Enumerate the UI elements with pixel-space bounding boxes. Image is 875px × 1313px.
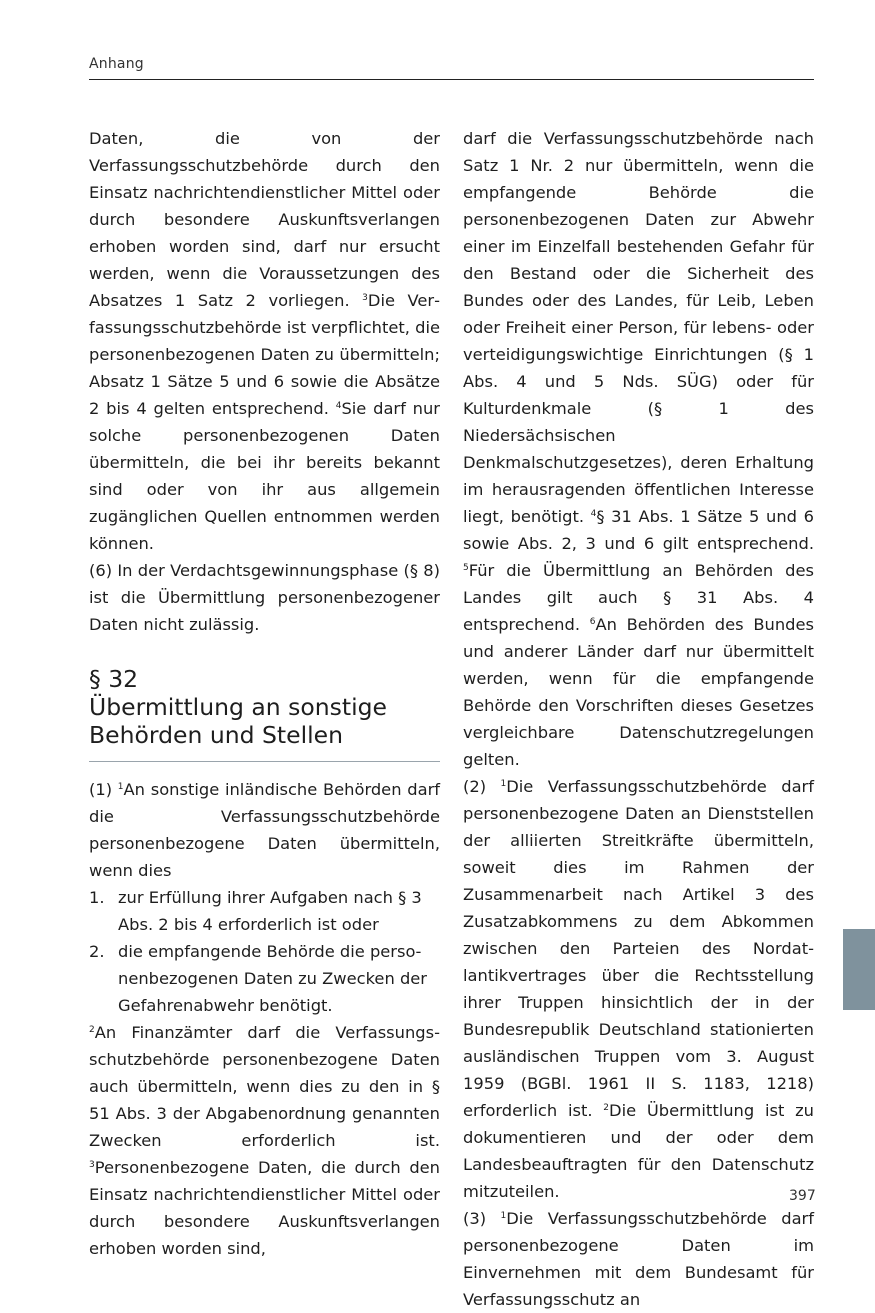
sentence-number: 3 xyxy=(362,293,368,303)
section-title-line-1: Übermittlung an sonstige xyxy=(89,693,388,721)
section-title-line-2: Behörden und Stellen xyxy=(89,721,344,749)
paragraph-1 xyxy=(89,776,440,884)
sentence-number: 1 xyxy=(500,779,507,789)
header-divider xyxy=(89,79,814,80)
paragraph-5-continuation xyxy=(89,125,440,557)
sentence-number: 4 xyxy=(590,509,597,519)
text-run: An sonstige inländische Behörden darf die Verfassungsschutzbehörde personenbezogene Daten übermitteln, wenn dies xyxy=(89,780,440,880)
paragraph-label: (1) xyxy=(89,780,113,799)
text-run: Sie darf nur solche personenbezogenen Daten übermitteln, die bei ihr bereits bekannt sind oder von ihr aus allgemein zugänglichen Quellen entnommen werden können. xyxy=(89,399,440,553)
list-item xyxy=(89,938,440,1019)
text-run: An Behörden des Bundes und anderer Länder darf nur übermittelt werden, wenn für die empfangende Behörde den Vorschriften dieses Gesetzes vergleichbare Datenschutzregelungen gelten. xyxy=(463,615,814,769)
text-run: § 31 Abs. 1 Sätze 5 und 6 sowie Abs. 2, 3 und 6 gilt entsprechend. xyxy=(463,507,814,553)
text-run: Personenbezogene Daten, die durch den Einsatz nachrichtendienstlicher Mittel oder durch besondere Auskunftsverlangen erhoben worden sind, xyxy=(89,1158,440,1258)
text-run: Die Verfassungsschutzbehörde darf personenbezogene Daten an Dienststellen der alliierten Streitkräfte übermitteln, soweit dies im Rahmen der Zusammenarbeit nach Artikel 3 des Zusatzabkommens zu dem Abkommen zwischen den Parteien des Nordatlantikvertrages über die Rechtsstellung ihrer Truppen hinsichtlich der in der Bundesrepublik Deutschland stationierten ausländischen Truppen vom 3. August 1959 (BGBl. 1961 II S. 1183, 1218) erforderlich ist. xyxy=(463,777,814,1120)
section-number: § 32 xyxy=(89,665,139,693)
section-divider xyxy=(89,761,440,762)
page-number: 397 xyxy=(789,1188,816,1204)
sentence-number: 3 xyxy=(89,1160,95,1170)
sentence-number: 2 xyxy=(603,1103,610,1113)
sentence-number: 1 xyxy=(500,1211,507,1221)
sentence-number: 4 xyxy=(335,401,342,411)
paragraph-2 xyxy=(463,773,814,1205)
paragraph-1-continuation xyxy=(463,125,814,773)
list-number: 2. xyxy=(89,942,105,961)
running-head: Anhang xyxy=(89,56,144,72)
list-text: die empfangende Behörde die personenbezogenen Daten zu Zwecken der Gefahrenabwehr benötigt. xyxy=(118,942,427,1015)
left-column xyxy=(89,125,440,1262)
sentence-number: 6 xyxy=(589,617,596,627)
text-run: Daten, die von der Verfassungsschutzbehörde durch den Einsatz nachrichtendienstlicher Mittel oder durch besondere Auskunftsverlangen erhoben worden sind, darf nur ersucht werden, wenn die Voraussetzungen des Absatzes 1 Satz 2 vorliegen. xyxy=(89,129,440,310)
list-item xyxy=(89,884,440,938)
numbered-list xyxy=(89,884,440,1019)
paragraph-label: (3) xyxy=(463,1209,487,1228)
sentence-number: 1 xyxy=(117,782,124,792)
list-number: 1. xyxy=(89,888,105,907)
sentence-number: 2 xyxy=(89,1025,95,1035)
sentence-number: 5 xyxy=(463,563,469,573)
right-column xyxy=(463,125,814,1313)
text-run: Für die Übermittlung an Behörden des Landes gilt auch § 31 Abs. 4 entsprechend. xyxy=(463,561,814,634)
text-run: Die Verfassungsschutzbehörde ist verpflichtet, die personenbezogenen Daten zu übermitteln; Absatz 1 Sätze 5 und 6 sowie die Absätze 2 bis 4 gelten entsprechend. xyxy=(89,291,441,418)
paragraph-3 xyxy=(463,1205,814,1313)
text-run: Die Verfassungsschutzbehörde darf personenbezogene Daten im Einvernehmen mit dem Bundesamt für Verfassungsschutz an xyxy=(463,1209,814,1309)
text-run: An Finanzämter darf die Verfassungsschutzbehörde personenbezogene Daten auch übermitteln, wenn dies zu den in § 51 Abs. 3 der Abgabenordnung genannten Zwecken erforderlich ist. xyxy=(89,1023,440,1150)
section-heading xyxy=(89,665,440,749)
paragraph-label: (2) xyxy=(463,777,487,796)
paragraph-6: (6) In der Verdachtsgewinnungsphase (§ 8) ist die Übermittlung personenbezogener Daten nicht zulässig. xyxy=(89,561,440,634)
chapter-thumb-tab xyxy=(843,929,875,1010)
list-text: zur Erfüllung ihrer Aufgaben nach § 3 Abs. 2 bis 4 erforderlich ist oder xyxy=(118,888,422,934)
text-run: Die Übermittlung ist zu dokumentieren und der oder dem Landesbeauftragten für den Datenschutz mitzuteilen. xyxy=(463,1101,814,1201)
text-run: darf die Verfassungsschutzbehörde nach Satz 1 Nr. 2 nur übermitteln, wenn die empfangende Behörde die personenbezogenen Daten zur Abwehr einer im Einzelfall bestehenden Gefahr für den Bestand oder die Sicherheit des Bundes oder des Landes, für Leib, Leben oder Freiheit einer Person, für lebens- oder verteidigungswichtige Einrichtungen (§ 1 Abs. 4 und 5 Nds. SÜG) oder für Kulturdenkmale (§ 1 des Niedersächsischen Denkmalschutzgesetzes), deren Erhaltung im herausragenden öffentlichen Interesse liegt, benötigt. xyxy=(463,129,814,526)
paragraph-1-continued xyxy=(89,1019,440,1262)
